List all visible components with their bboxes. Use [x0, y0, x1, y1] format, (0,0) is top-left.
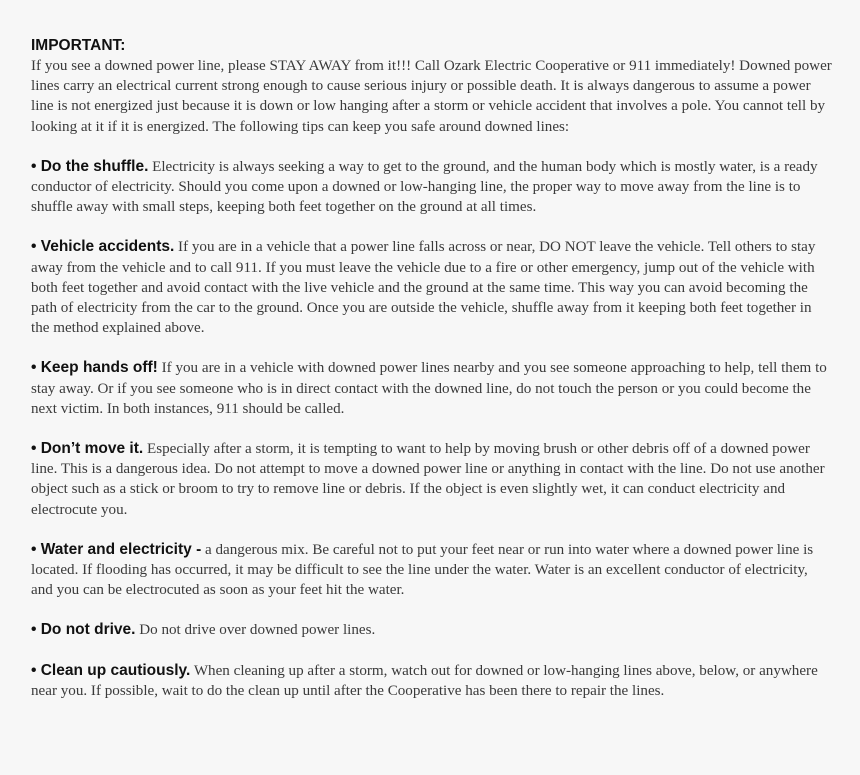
- tip-vehicle-accidents: [31, 237, 832, 338]
- tip-dont-move-it: [31, 439, 832, 520]
- tip-water-and-electricity: [31, 540, 832, 601]
- tip-title: • Do not drive.: [31, 621, 136, 639]
- tip-do-the-shuffle: [31, 157, 832, 218]
- tip-title: • Don’t move it.: [31, 440, 144, 458]
- tip-body: When cleaning up after a storm, watch out for downed or low-hanging lines above, below, or anywhere near you. If possible, wait to do the clean up until after the Cooperative has been there to repair the lines.: [31, 662, 818, 699]
- tip-title: • Clean up cautiously.: [31, 661, 191, 679]
- tip-body: a dangerous mix. Be careful not to put your feet near or run into water where a downed power line is located. If flooding has occurred, it may be difficult to see the line under the water. Water is an excellent conductor of electricity, and you can be electrocuted as soon as your feet hit the water.: [31, 541, 814, 599]
- tip-title: • Do the shuffle.: [31, 157, 149, 175]
- tip-body: If you are in a vehicle that a power line falls across or near, DO NOT leave the vehicle. Tell others to stay away from the vehicle and to call 911. If you must leave the vehicle due to a fire or other emergency, jump out of the vehicle with both feet together and avoid contact with the live vehicle and the ground at the same time. This way you can avoid becoming the path of electricity from the car to the ground. Once you are outside the vehicle, shuffle away from it keeping both feet together in the method explained above.: [31, 239, 816, 337]
- tip-title: • Keep hands off!: [31, 359, 158, 377]
- tip-clean-up-cautiously: [31, 661, 832, 701]
- intro-paragraph: If you see a downed power line, please STAY AWAY from it!!! Call Ozark Electric Cooperative or 911 immediately! Downed power lines carry an electrical current strong enough to cause serious injury or possible death. It is always dangerous to assume a power line is not energized just because it is down or low hanging after a storm or vehicle accident that involves a pole. You cannot tell by looking at it if it is energized. The following tips can keep you safe around downed lines:: [31, 58, 832, 135]
- important-heading: IMPORTANT:: [31, 37, 126, 54]
- tip-title: • Vehicle accidents.: [31, 238, 175, 256]
- tip-keep-hands-off: [31, 358, 832, 419]
- tip-do-not-drive: [31, 620, 832, 640]
- tip-title: • Water and electricity -: [31, 540, 202, 558]
- tip-body: Electricity is always seeking a way to get to the ground, and the human body which is mostly water, is a ready conductor of electricity. Should you come upon a downed or low-hanging line, the proper way to move away from the line is to shuffle away with small steps, keeping both feet together on the ground at all times.: [31, 158, 818, 216]
- tip-body: Do not drive over downed power lines.: [135, 622, 376, 639]
- tip-body: If you are in a vehicle with downed power lines nearby and you see someone approaching to help, tell them to stay away. Or if you see someone who is in direct contact with the downed line, do not touch the person or you could become the next victim. In both instances, 911 should be called.: [31, 360, 827, 417]
- tip-body: Especially after a storm, it is tempting to want to help by moving brush or other debris off of a downed power line. This is a dangerous idea. Do not attempt to move a downed power line or anything in contact with the line. Do not use another object such as a stick or broom to try to remove line or debris. If the object is even slightly wet, it can conduct electricity and electrocute you.: [31, 441, 825, 518]
